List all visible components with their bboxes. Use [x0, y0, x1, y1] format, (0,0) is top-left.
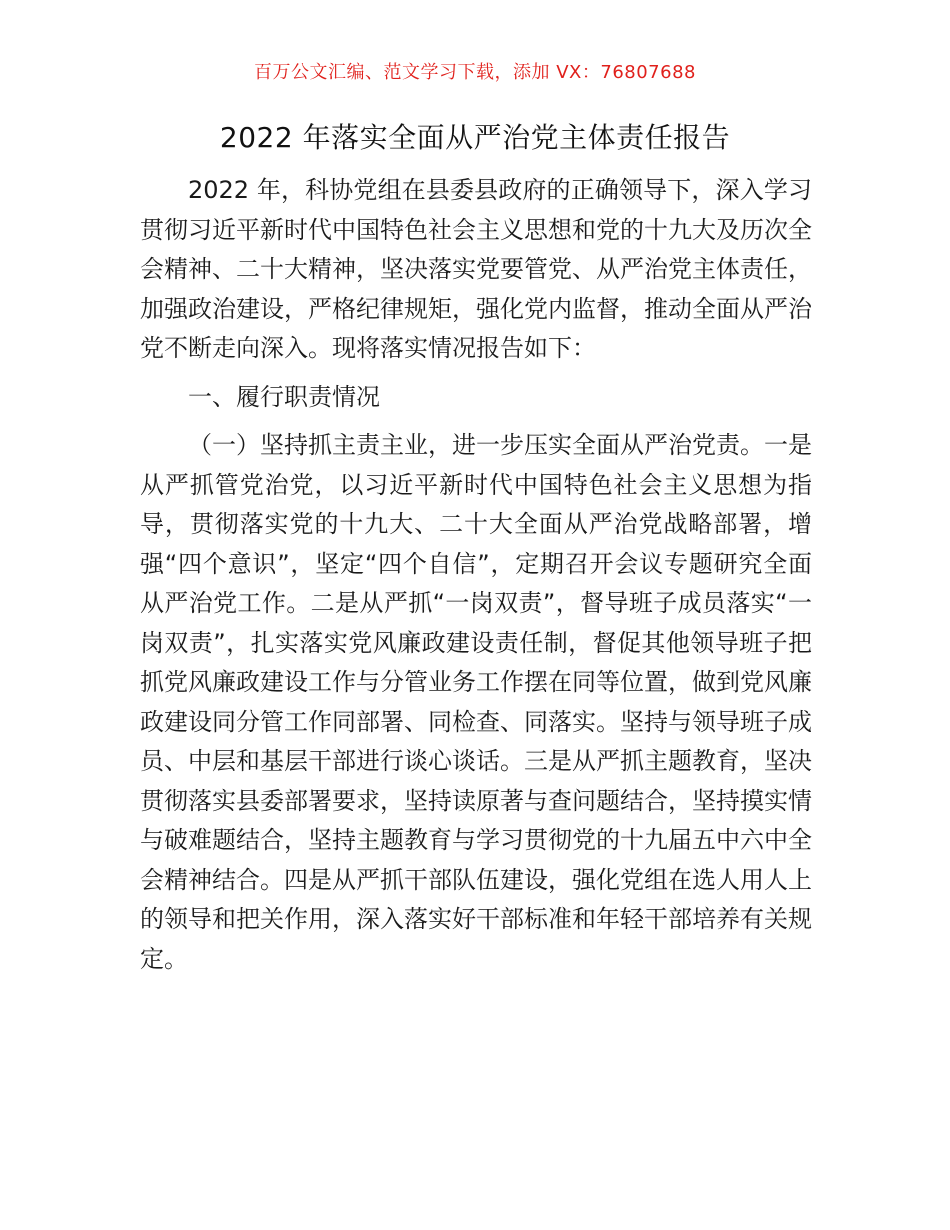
section-paragraph: （一）坚持抓主责主业，进一步压实全面从严治党责。一是从严抓管党治党，以习近平新时代中国特色社会主义思想为指导，贯彻落实党的十九大、二十大全面从严治党战略部署，增强“四个意识”，坚定“四个自信”，定期召开会议专题研究全面从严治党工作。二是从严抓“一岗双责”，督导班子成员落实“一岗双责”，扎实落实党风廉政建设责任制，督促其他领导班子把抓党风廉政建设工作与分管业务工作摆在同等位置，做到党风廉政建设同分管工作同部署、同检查、同落实。坚持与领导班子成员、中层和基层干部进行谈心谈话。三是从严抓主题教育，坚决贯彻落实县委部署要求，坚持读原著与查问题结合，坚持摸实情与破难题结合，坚持主题教育与学习贯彻党的十九届五中六中全会精神结合。四是从严抓干部队伍建设，强化党组在选人用人上的领导和把关作用，深入落实好干部标准和年轻干部培养有关规定。: [140, 431, 812, 973]
section-heading: 一、履行职责情况: [188, 382, 380, 411]
header-note: 百万公文汇编、范文学习下载，添加 VX：76807688: [254, 62, 696, 83]
document-title: 2022 年落实全面从严治党主体责任报告: [219, 121, 731, 154]
intro-paragraph: 2022 年，科协党组在县委县政府的正确领导下，深入学习贯彻习近平新时代中国特色社会主义思想和党的十九大及历次全会精神、二十大精神，坚决落实党要管党、从严治党主体责任，加强政治建设，严格纪律规矩，强化党内监督，推动全面从严治党不断走向深入。现将落实情况报告如下：: [140, 176, 812, 362]
document-body: [140, 171, 812, 979]
